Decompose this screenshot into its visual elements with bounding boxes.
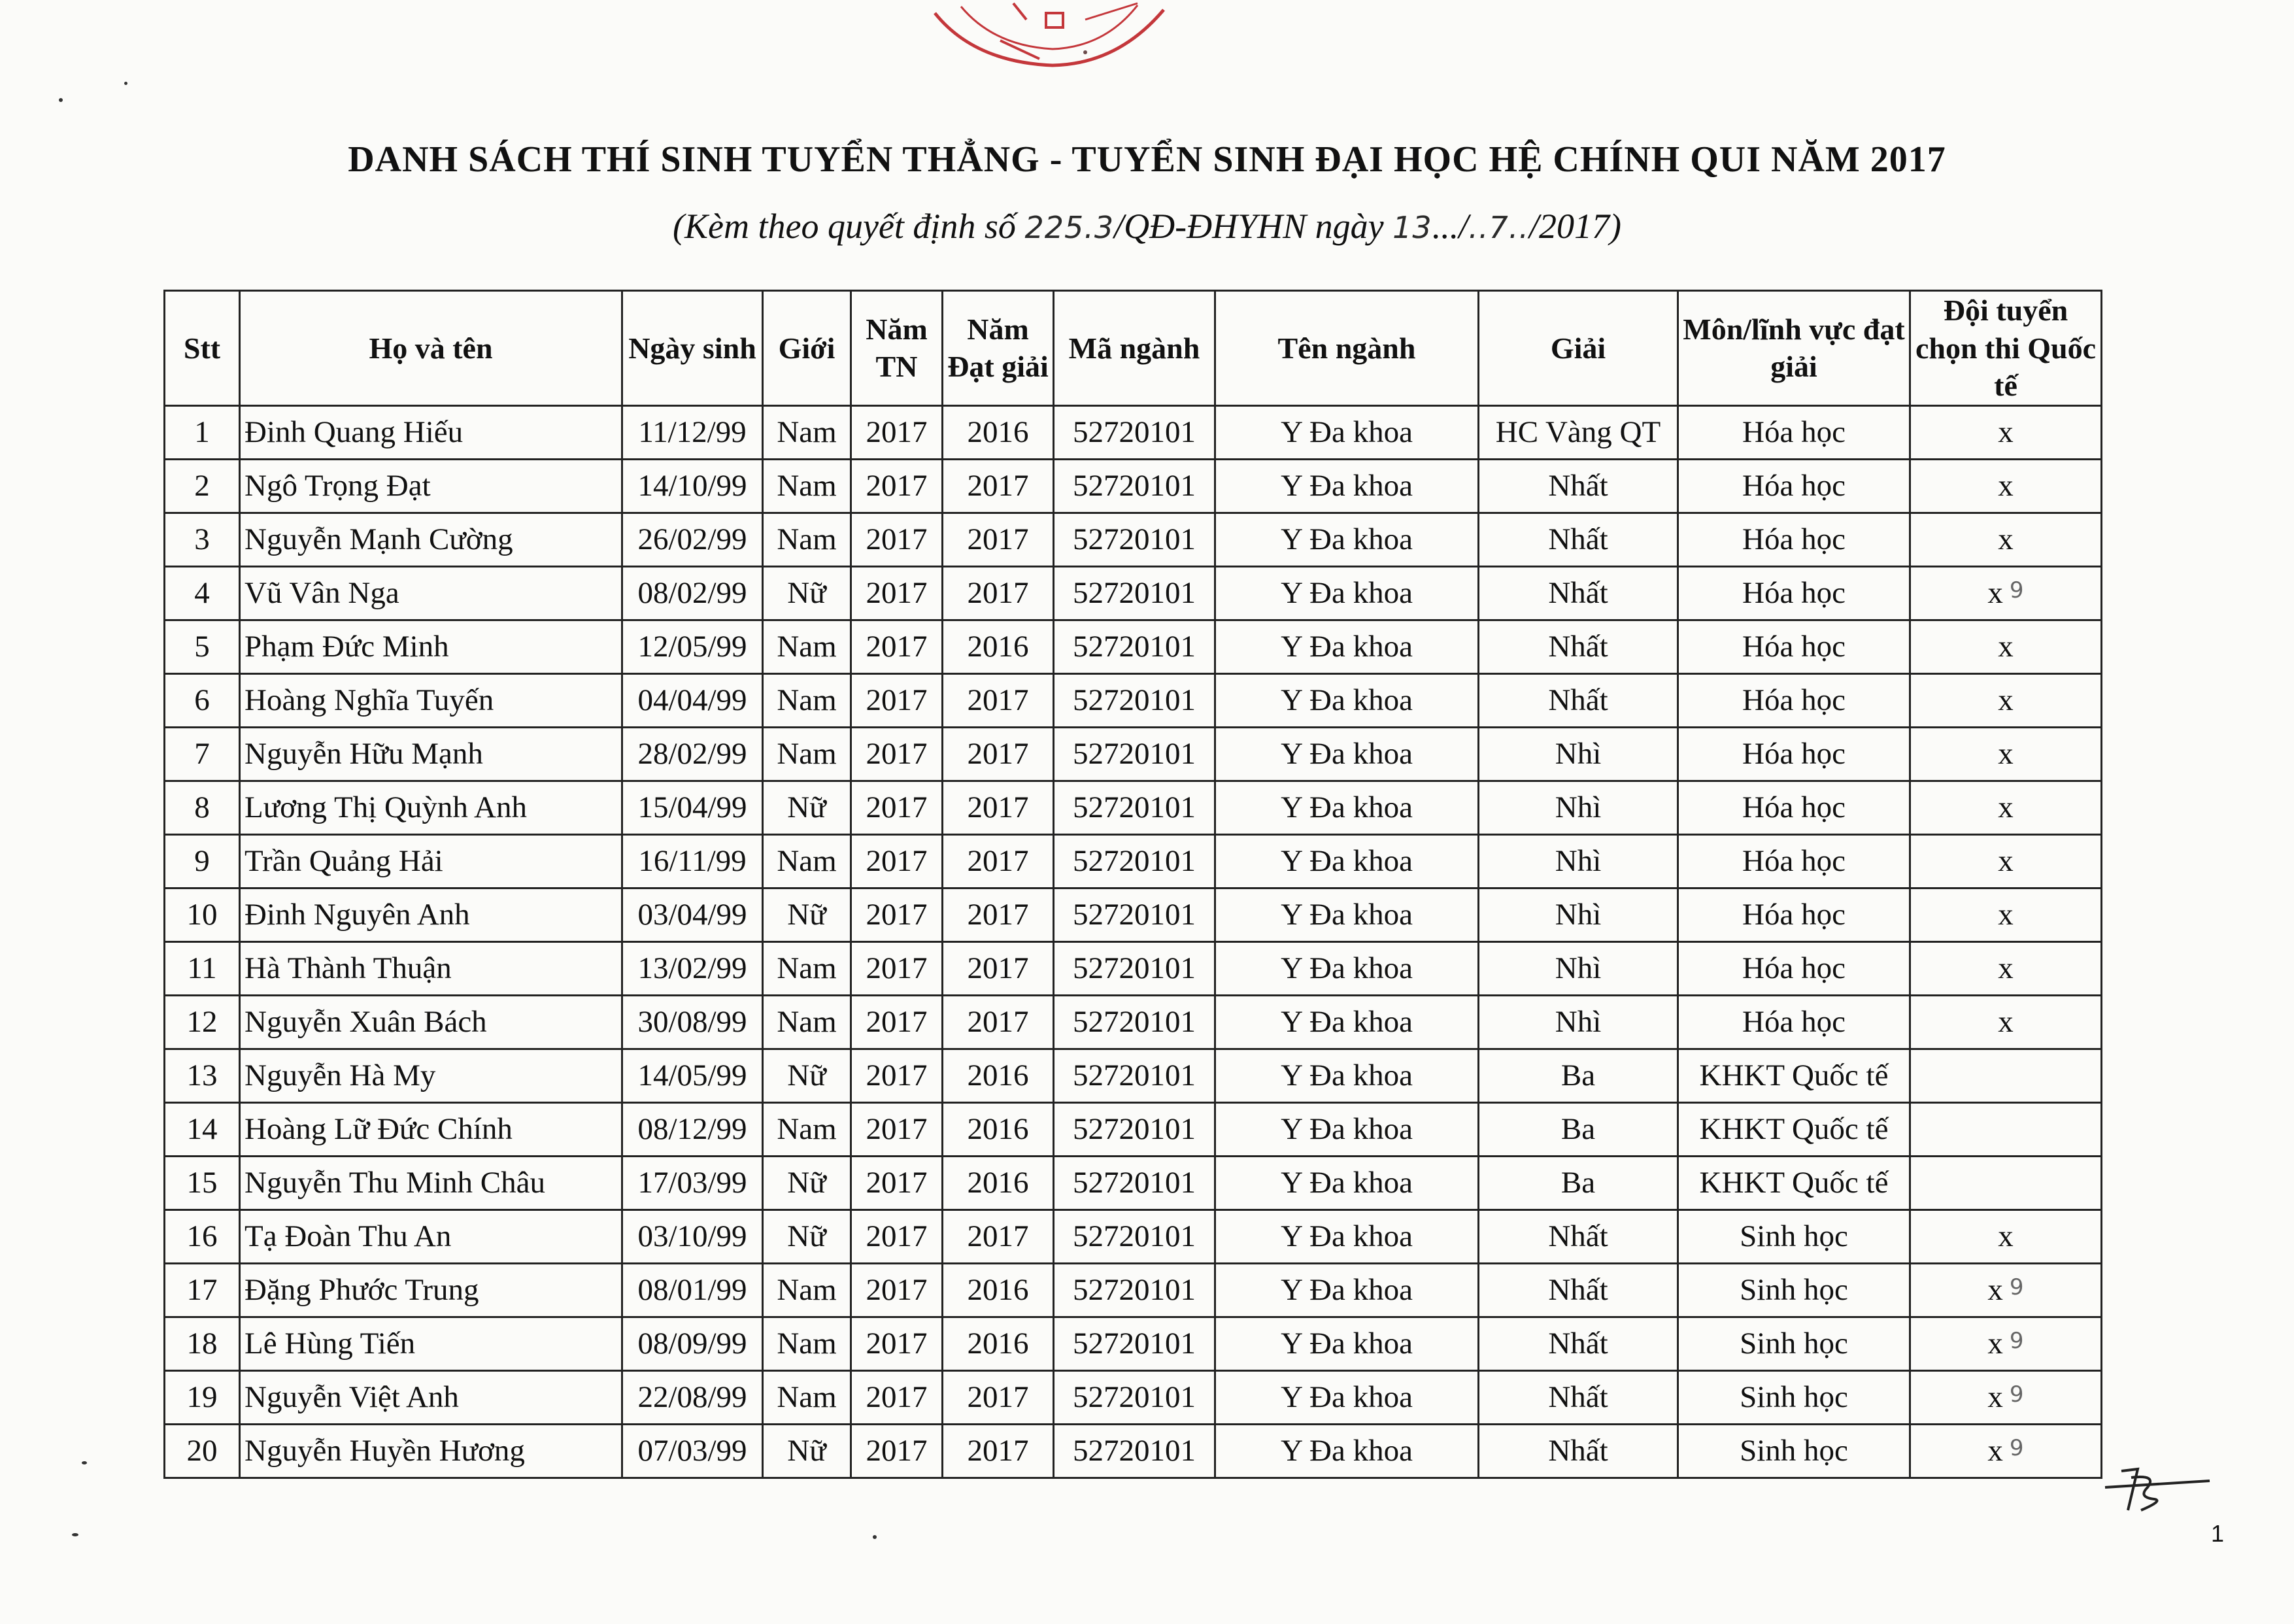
header-dob: Ngày sinh — [622, 291, 763, 406]
cell-gender: Nam — [763, 727, 851, 781]
team-check-mark: x — [1998, 415, 2014, 449]
cell-major-name: Y Đa khoa — [1215, 888, 1479, 941]
cell-major-name: Y Đa khoa — [1215, 566, 1479, 620]
cell-grad-year: 2017 — [851, 1210, 943, 1263]
cell-major-code: 52720101 — [1054, 1210, 1215, 1263]
cell-name: Lương Thị Quỳnh Anh — [240, 781, 622, 834]
cell-subject: KHKT Quốc tế — [1678, 1156, 1910, 1210]
cell-award-year: 2017 — [943, 566, 1054, 620]
team-check-mark: x — [1987, 1273, 2003, 1307]
cell-major-name: Y Đa khoa — [1215, 459, 1479, 513]
cell-grad-year: 2017 — [851, 1102, 943, 1156]
cell-name: Phạm Đức Minh — [240, 620, 622, 673]
cell-grad-year: 2017 — [851, 1263, 943, 1317]
cell-gender: Nam — [763, 1102, 851, 1156]
cell-award-year: 2017 — [943, 727, 1054, 781]
team-check-mark: x — [1998, 790, 2014, 824]
cell-intl-team — [1910, 1424, 2102, 1478]
cell-intl-team — [1910, 834, 2102, 888]
table-row — [165, 620, 2102, 673]
cell-gender: Nữ — [763, 1156, 851, 1210]
scan-speck — [124, 82, 127, 85]
cell-dob: 12/05/99 — [622, 620, 763, 673]
cell-stt: 8 — [165, 781, 240, 834]
cell-award: Nhì — [1479, 727, 1678, 781]
cell-gender: Nam — [763, 995, 851, 1049]
cell-stt: 13 — [165, 1049, 240, 1102]
team-check-mark: x — [1987, 1327, 2003, 1361]
candidate-table — [163, 290, 2102, 1479]
cell-subject: Hóa học — [1678, 513, 1910, 566]
cell-major-code: 52720101 — [1054, 405, 1215, 459]
cell-award: Nhì — [1479, 781, 1678, 834]
table-row — [165, 566, 2102, 620]
cell-award-year: 2016 — [943, 1049, 1054, 1102]
cell-award-year: 2017 — [943, 459, 1054, 513]
team-check-mark: x — [1998, 898, 2014, 932]
handwritten-mark: 9 — [2009, 1274, 2024, 1300]
cell-award-year: 2017 — [943, 781, 1054, 834]
cell-major-name: Y Đa khoa — [1215, 834, 1479, 888]
table-header — [165, 291, 2102, 406]
team-check-mark: x — [1998, 844, 2014, 878]
cell-major-code: 52720101 — [1054, 1370, 1215, 1424]
cell-award-year: 2016 — [943, 620, 1054, 673]
cell-major-code: 52720101 — [1054, 941, 1215, 995]
cell-stt: 17 — [165, 1263, 240, 1317]
handwritten-mark: 9 — [2009, 577, 2024, 603]
cell-intl-team — [1910, 673, 2102, 727]
scan-speck — [72, 1533, 78, 1536]
cell-stt: 18 — [165, 1317, 240, 1370]
cell-dob: 08/02/99 — [622, 566, 763, 620]
cell-name: Đinh Nguyên Anh — [240, 888, 622, 941]
cell-intl-team — [1910, 1210, 2102, 1263]
cell-dob: 11/12/99 — [622, 405, 763, 459]
cell-name: Lê Hùng Tiến — [240, 1317, 622, 1370]
table-row — [165, 1424, 2102, 1478]
header-intl-team: Đội tuyển chọn thi Quốc tế — [1910, 291, 2102, 406]
cell-major-name: Y Đa khoa — [1215, 1424, 1479, 1478]
cell-name: Nguyễn Huyền Hương — [240, 1424, 622, 1478]
cell-award: Nhì — [1479, 941, 1678, 995]
cell-major-name: Y Đa khoa — [1215, 405, 1479, 459]
cell-gender: Nữ — [763, 1424, 851, 1478]
cell-gender: Nữ — [763, 1210, 851, 1263]
table-row — [165, 727, 2102, 781]
cell-award: Nhì — [1479, 888, 1678, 941]
cell-name: Đặng Phước Trung — [240, 1263, 622, 1317]
cell-subject: Hóa học — [1678, 781, 1910, 834]
header-grad-year: Năm TN — [851, 291, 943, 406]
cell-subject: Sinh học — [1678, 1210, 1910, 1263]
table-row — [165, 888, 2102, 941]
cell-award-year: 2016 — [943, 405, 1054, 459]
cell-award: Nhì — [1479, 995, 1678, 1049]
subtitle-suffix: /2017) — [1528, 207, 1621, 246]
cell-award-year: 2017 — [943, 888, 1054, 941]
header-name: Họ và tên — [240, 291, 622, 406]
cell-gender: Nữ — [763, 781, 851, 834]
cell-grad-year: 2017 — [851, 727, 943, 781]
cell-major-name: Y Đa khoa — [1215, 1317, 1479, 1370]
cell-name: Nguyễn Hữu Mạnh — [240, 727, 622, 781]
header-subject: Môn/lĩnh vực đạt giải — [1678, 291, 1910, 406]
cell-major-code: 52720101 — [1054, 781, 1215, 834]
cell-dob: 22/08/99 — [622, 1370, 763, 1424]
cell-dob: 03/10/99 — [622, 1210, 763, 1263]
table-body — [165, 405, 2102, 1478]
cell-intl-team — [1910, 888, 2102, 941]
cell-major-code: 52720101 — [1054, 1263, 1215, 1317]
table-row — [165, 1370, 2102, 1424]
cell-major-name: Y Đa khoa — [1215, 673, 1479, 727]
cell-award: Nhất — [1479, 1370, 1678, 1424]
cell-subject: Hóa học — [1678, 995, 1910, 1049]
cell-dob: 16/11/99 — [622, 834, 763, 888]
cell-major-name: Y Đa khoa — [1215, 995, 1479, 1049]
header-award-year: Năm Đạt giải — [943, 291, 1054, 406]
cell-intl-team — [1910, 566, 2102, 620]
cell-name: Ngô Trọng Đạt — [240, 459, 622, 513]
cell-intl-team — [1910, 620, 2102, 673]
page-number: 1 — [2211, 1520, 2225, 1547]
cell-gender: Nam — [763, 1370, 851, 1424]
cell-award-year: 2017 — [943, 1210, 1054, 1263]
cell-major-name: Y Đa khoa — [1215, 1210, 1479, 1263]
cell-dob: 13/02/99 — [622, 941, 763, 995]
team-check-mark: x — [1998, 469, 2014, 503]
cell-gender: Nữ — [763, 1049, 851, 1102]
cell-award-year: 2016 — [943, 1263, 1054, 1317]
cell-major-code: 52720101 — [1054, 566, 1215, 620]
cell-name: Trần Quảng Hải — [240, 834, 622, 888]
cell-dob: 14/10/99 — [622, 459, 763, 513]
cell-subject: Sinh học — [1678, 1263, 1910, 1317]
cell-stt: 11 — [165, 941, 240, 995]
cell-major-code: 52720101 — [1054, 1424, 1215, 1478]
cell-major-name: Y Đa khoa — [1215, 781, 1479, 834]
cell-dob: 17/03/99 — [622, 1156, 763, 1210]
cell-subject: Hóa học — [1678, 620, 1910, 673]
cell-award: Nhất — [1479, 1317, 1678, 1370]
cell-stt: 3 — [165, 513, 240, 566]
cell-grad-year: 2017 — [851, 1049, 943, 1102]
table-row — [165, 1263, 2102, 1317]
cell-stt: 15 — [165, 1156, 240, 1210]
team-check-mark: x — [1998, 683, 2014, 717]
table-row — [165, 1317, 2102, 1370]
cell-dob: 28/02/99 — [622, 727, 763, 781]
cell-award-year: 2017 — [943, 834, 1054, 888]
cell-stt: 4 — [165, 566, 240, 620]
cell-stt: 20 — [165, 1424, 240, 1478]
cell-intl-team — [1910, 941, 2102, 995]
cell-stt: 7 — [165, 727, 240, 781]
cell-stt: 10 — [165, 888, 240, 941]
cell-award: Ba — [1479, 1049, 1678, 1102]
cell-subject: Hóa học — [1678, 888, 1910, 941]
cell-gender: Nữ — [763, 566, 851, 620]
cell-award-year: 2017 — [943, 673, 1054, 727]
cell-subject: Sinh học — [1678, 1424, 1910, 1478]
cell-major-name: Y Đa khoa — [1215, 620, 1479, 673]
cell-gender: Nam — [763, 834, 851, 888]
cell-intl-team — [1910, 781, 2102, 834]
team-check-mark: x — [1987, 1434, 2003, 1468]
cell-award-year: 2017 — [943, 1424, 1054, 1478]
cell-stt: 9 — [165, 834, 240, 888]
cell-name: Nguyễn Việt Anh — [240, 1370, 622, 1424]
cell-subject: Hóa học — [1678, 941, 1910, 995]
cell-award: Ba — [1479, 1102, 1678, 1156]
cell-major-code: 52720101 — [1054, 620, 1215, 673]
cell-grad-year: 2017 — [851, 834, 943, 888]
cell-dob: 04/04/99 — [622, 673, 763, 727]
table-row — [165, 513, 2102, 566]
cell-major-name: Y Đa khoa — [1215, 1049, 1479, 1102]
cell-intl-team — [1910, 1263, 2102, 1317]
cell-major-code: 52720101 — [1054, 995, 1215, 1049]
cell-major-code: 52720101 — [1054, 727, 1215, 781]
cell-grad-year: 2017 — [851, 1424, 943, 1478]
cell-major-code: 52720101 — [1054, 1317, 1215, 1370]
handwritten-mark: 9 — [2009, 1381, 2024, 1408]
cell-name: Đinh Quang Hiếu — [240, 405, 622, 459]
cell-dob: 03/04/99 — [622, 888, 763, 941]
cell-major-name: Y Đa khoa — [1215, 727, 1479, 781]
cell-subject: KHKT Quốc tế — [1678, 1049, 1910, 1102]
cell-subject: Sinh học — [1678, 1370, 1910, 1424]
cell-grad-year: 2017 — [851, 1370, 943, 1424]
cell-major-name: Y Đa khoa — [1215, 1263, 1479, 1317]
table-row — [165, 673, 2102, 727]
team-check-mark: x — [1998, 1219, 2014, 1253]
table-row — [165, 781, 2102, 834]
header-gender: Giới — [763, 291, 851, 406]
cell-stt: 19 — [165, 1370, 240, 1424]
cell-award: Nhất — [1479, 459, 1678, 513]
cell-grad-year: 2017 — [851, 673, 943, 727]
cell-grad-year: 2017 — [851, 941, 943, 995]
header-major-name: Tên ngành — [1215, 291, 1479, 406]
cell-award: Nhất — [1479, 1263, 1678, 1317]
cell-stt: 12 — [165, 995, 240, 1049]
cell-dob: 14/05/99 — [622, 1049, 763, 1102]
cell-major-code: 52720101 — [1054, 1156, 1215, 1210]
subtitle-prefix: (Kèm theo quyết định số — [673, 207, 1025, 246]
cell-intl-team — [1910, 1156, 2102, 1210]
cell-award: Nhất — [1479, 513, 1678, 566]
page-subtitle — [0, 206, 2294, 246]
cell-dob: 08/12/99 — [622, 1102, 763, 1156]
cell-major-name: Y Đa khoa — [1215, 513, 1479, 566]
scan-speck — [59, 98, 63, 102]
cell-major-name: Y Đa khoa — [1215, 1370, 1479, 1424]
cell-intl-team — [1910, 513, 2102, 566]
cell-name: Hà Thành Thuận — [240, 941, 622, 995]
header-stt: Stt — [165, 291, 240, 406]
cell-award-year: 2017 — [943, 1370, 1054, 1424]
cell-major-code: 52720101 — [1054, 888, 1215, 941]
header-award: Giải — [1479, 291, 1678, 406]
cell-name: Hoàng Lữ Đức Chính — [240, 1102, 622, 1156]
cell-subject: Hóa học — [1678, 459, 1910, 513]
table-row — [165, 995, 2102, 1049]
cell-grad-year: 2017 — [851, 1156, 943, 1210]
cell-subject: KHKT Quốc tế — [1678, 1102, 1910, 1156]
cell-stt: 5 — [165, 620, 240, 673]
cell-award-year: 2017 — [943, 995, 1054, 1049]
cell-award: Nhất — [1479, 1210, 1678, 1263]
team-check-mark: x — [1987, 1380, 2003, 1414]
handwritten-mark: 9 — [2009, 1328, 2024, 1354]
cell-major-name: Y Đa khoa — [1215, 1102, 1479, 1156]
cell-subject: Hóa học — [1678, 727, 1910, 781]
cell-grad-year: 2017 — [851, 995, 943, 1049]
team-check-mark: x — [1998, 737, 2014, 771]
cell-intl-team — [1910, 1317, 2102, 1370]
table-row — [165, 405, 2102, 459]
cell-intl-team — [1910, 995, 2102, 1049]
cell-subject: Hóa học — [1678, 566, 1910, 620]
cell-gender: Nam — [763, 620, 851, 673]
cell-award: Nhì — [1479, 834, 1678, 888]
table-row — [165, 1049, 2102, 1102]
cell-award-year: 2017 — [943, 941, 1054, 995]
cell-gender: Nam — [763, 405, 851, 459]
cell-stt: 6 — [165, 673, 240, 727]
red-seal-stamp — [922, 0, 1183, 75]
team-check-mark: x — [1987, 576, 2003, 610]
page-title: DANH SÁCH THÍ SINH TUYỂN THẲNG - TUYỂN SINH ĐẠI HỌC HỆ CHÍNH QUI NĂM 2017 — [348, 139, 1946, 180]
cell-gender: Nam — [763, 513, 851, 566]
cell-grad-year: 2017 — [851, 781, 943, 834]
table-row — [165, 941, 2102, 995]
team-check-mark: x — [1998, 522, 2014, 556]
cell-award-year: 2017 — [943, 513, 1054, 566]
cell-major-code: 52720101 — [1054, 1049, 1215, 1102]
cell-stt: 2 — [165, 459, 240, 513]
cell-name: Nguyễn Thu Minh Châu — [240, 1156, 622, 1210]
cell-stt: 14 — [165, 1102, 240, 1156]
cell-subject: Hóa học — [1678, 673, 1910, 727]
handwritten-signature — [2092, 1448, 2223, 1520]
cell-gender: Nam — [763, 673, 851, 727]
cell-award-year: 2016 — [943, 1156, 1054, 1210]
table-row — [165, 1156, 2102, 1210]
handwritten-mark: 9 — [2009, 1435, 2024, 1461]
cell-major-code: 52720101 — [1054, 834, 1215, 888]
cell-dob: 07/03/99 — [622, 1424, 763, 1478]
cell-grad-year: 2017 — [851, 888, 943, 941]
cell-major-code: 52720101 — [1054, 513, 1215, 566]
cell-subject: Sinh học — [1678, 1317, 1910, 1370]
cell-major-code: 52720101 — [1054, 1102, 1215, 1156]
cell-award-year: 2016 — [943, 1102, 1054, 1156]
cell-name: Tạ Đoàn Thu An — [240, 1210, 622, 1263]
cell-award: Nhất — [1479, 673, 1678, 727]
cell-name: Hoàng Nghĩa Tuyến — [240, 673, 622, 727]
cell-major-code: 52720101 — [1054, 459, 1215, 513]
scan-speck — [82, 1461, 87, 1464]
decision-number: 225.3 — [1024, 210, 1115, 245]
date-separator: .../ — [1432, 207, 1469, 246]
cell-grad-year: 2017 — [851, 405, 943, 459]
header-major-code: Mã ngành — [1054, 291, 1215, 406]
cell-stt: 16 — [165, 1210, 240, 1263]
cell-gender: Nam — [763, 459, 851, 513]
cell-major-code: 52720101 — [1054, 673, 1215, 727]
cell-intl-team — [1910, 1370, 2102, 1424]
table-row — [165, 459, 2102, 513]
scan-speck — [873, 1535, 877, 1539]
decision-month: ..7.. — [1468, 210, 1529, 245]
cell-award-year: 2016 — [943, 1317, 1054, 1370]
cell-grad-year: 2017 — [851, 620, 943, 673]
cell-award: Nhất — [1479, 620, 1678, 673]
cell-name: Vũ Vân Nga — [240, 566, 622, 620]
cell-subject: Hóa học — [1678, 405, 1910, 459]
cell-award: Nhất — [1479, 566, 1678, 620]
team-check-mark: x — [1998, 1005, 2014, 1039]
cell-name: Nguyễn Hà My — [240, 1049, 622, 1102]
cell-intl-team — [1910, 1102, 2102, 1156]
cell-gender: Nam — [763, 1263, 851, 1317]
cell-gender: Nam — [763, 1317, 851, 1370]
cell-award: Nhất — [1479, 1424, 1678, 1478]
cell-dob: 15/04/99 — [622, 781, 763, 834]
cell-dob: 08/09/99 — [622, 1317, 763, 1370]
table-row — [165, 1210, 2102, 1263]
table-row — [165, 834, 2102, 888]
decision-day: 13 — [1392, 210, 1432, 245]
cell-grad-year: 2017 — [851, 513, 943, 566]
cell-intl-team — [1910, 405, 2102, 459]
cell-award: Ba — [1479, 1156, 1678, 1210]
subtitle-mid: /QĐ-ĐHYHN ngày — [1114, 207, 1393, 246]
cell-subject: Hóa học — [1678, 834, 1910, 888]
cell-stt: 1 — [165, 405, 240, 459]
cell-name: Nguyễn Xuân Bách — [240, 995, 622, 1049]
cell-name: Nguyễn Mạnh Cường — [240, 513, 622, 566]
cell-gender: Nữ — [763, 888, 851, 941]
cell-intl-team — [1910, 1049, 2102, 1102]
cell-major-name: Y Đa khoa — [1215, 1156, 1479, 1210]
cell-dob: 30/08/99 — [622, 995, 763, 1049]
team-check-mark: x — [1998, 630, 2014, 664]
table-row — [165, 1102, 2102, 1156]
cell-grad-year: 2017 — [851, 459, 943, 513]
cell-grad-year: 2017 — [851, 566, 943, 620]
team-check-mark: x — [1998, 951, 2014, 985]
cell-dob: 26/02/99 — [622, 513, 763, 566]
cell-dob: 08/01/99 — [622, 1263, 763, 1317]
cell-major-name: Y Đa khoa — [1215, 941, 1479, 995]
cell-intl-team — [1910, 459, 2102, 513]
cell-grad-year: 2017 — [851, 1317, 943, 1370]
cell-award: HC Vàng QT — [1479, 405, 1678, 459]
cell-intl-team — [1910, 727, 2102, 781]
cell-gender: Nam — [763, 941, 851, 995]
